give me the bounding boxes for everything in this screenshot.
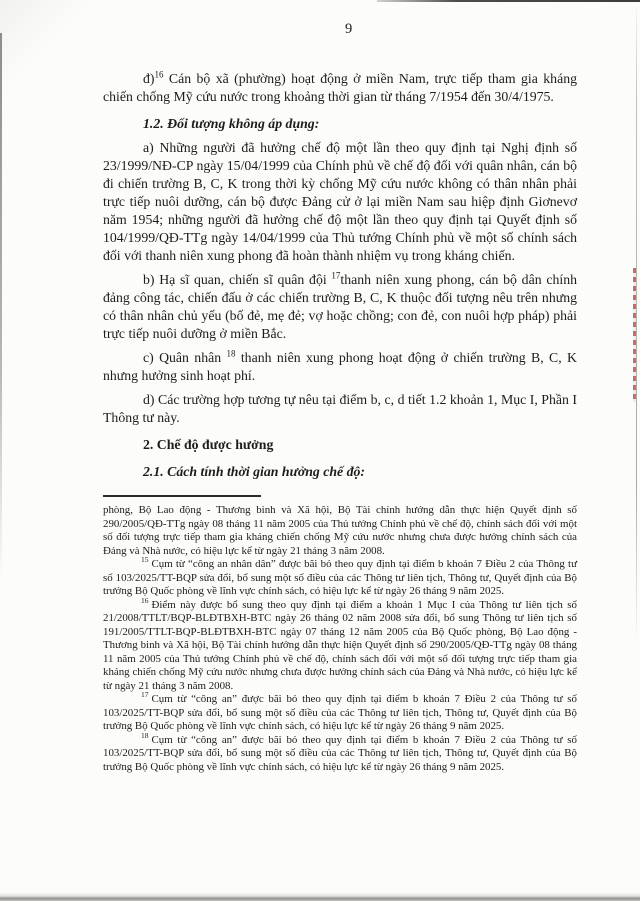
red-margin-mark (633, 268, 636, 402)
footnote-16-number: 16 (141, 595, 149, 605)
footnote-ref-18: 18 (226, 348, 236, 359)
paragraph-dd (103, 70, 577, 106)
paragraph-dd-lead: đ) (143, 71, 155, 86)
paragraph-a: a) Những người đã hưởng chế độ một lần theo quy định tại Nghị định số 23/1999/NĐ-CP ngày 15/04/1999 của Chính phủ về chế độ đối với quân nhân, cán bộ đi chiến trường B, C, K trong thời kỳ chống Mỹ cứu nước không có thân nhân phải trực tiếp nuôi dưỡng, cán bộ được Đảng cử ở lại miền Nam sau hiệp định Giơnevơ năm 1954; những người đã hưởng chế độ một lần theo quy định tại Quyết định số 104/1999/QĐ-TTg ngày 14/04/1999 của Thủ tướng Chính phủ về một số chính sách đối với thanh niên xung phong đã hoàn thành nhiệm vụ trong kháng chiến. (103, 140, 577, 263)
footnote-16-text: Điểm này được bổ sung theo quy định tại điểm a khoản 1 Mục I của Thông tư liên tịch số 21/2008/TTLT/BQP-BLĐTBXH-BTC ngày 26 tháng 02 năm 2008 sửa đổi, bổ sung Thông tư liên tịch số 191/2005/TTLT-BQP-BLĐTBXH-BTC ngày 07 tháng 12 năm 2005 của Bộ Quốc phòng, Bộ Lao động - Thương binh và Xã hội, Bộ Tài chính hướng dẫn thực hiện Quyết định số 290/2005/QĐ-TTg ngày 08 tháng 11 năm 2005 của Thủ tướng Chính phủ về chế độ, chính sách đối với một số đối tượng trực tiếp tham gia kháng chiến chống Mỹ cứu nước nhưng chưa được hưởng chính sách của Đảng và Nhà nước, có hiệu lực kể từ ngày 21 tháng 3 năm 2008. (103, 598, 577, 692)
footnote-17-text: Cụm từ “công an” được bãi bỏ theo quy định tại điểm b khoản 7 Điều 2 của Thông tư số 103/2025/TT-BQP sửa đổi, bổ sung một số điều của các Thông tư liên tịch, Thông tư, Quyết định của Bộ trưởng Bộ Quốc phòng về lĩnh vực chính sách, có hiệu lực kể từ ngày 26 tháng 9 năm 2025. (103, 693, 577, 732)
paragraph-dd-text: Cán bộ xã (phường) hoạt động ở miền Nam, trực tiếp tham gia kháng chiến chống Mỹ cứu nước trong khoảng thời gian từ tháng 7/1954 đến 30/4/1975. (103, 71, 577, 104)
page-edge-left (0, 33, 2, 578)
page-number: 9 (345, 21, 353, 37)
heading-2-1: 2.1. Cách tính thời gian hưởng chế độ: (143, 464, 366, 479)
footnote-ref-17: 17 (331, 270, 341, 281)
footnote-17-number: 17 (141, 690, 149, 700)
footnotes-section (103, 504, 577, 774)
paragraph-c (103, 349, 577, 385)
page-content (103, 70, 577, 774)
footnote-ref-16: 16 (154, 69, 164, 80)
paragraph-c-lead: c) Quân nhân (143, 350, 227, 365)
footnote-15 (103, 555, 577, 599)
page-edge-top (377, 0, 640, 2)
paragraph-c-text: thanh niên xung phong hoạt động ở chiến trường B, C, K nhưng hưởng sinh hoạt phí. (103, 350, 577, 383)
footnote-17 (103, 690, 577, 734)
footnote-15-number: 15 (141, 555, 149, 565)
footnote-continuation: phòng, Bộ Lao động - Thương binh và Xã hội, Bộ Tài chính hướng dẫn thực hiện Quyết định số 290/2005/QĐ-TTg ngày 08 tháng 11 năm 2005 của Thủ tướng Chính phủ về chế độ, chính sách đối với một số đối tượng trực tiếp tham gia kháng chiến chống Mỹ cứu nước nhưng chưa được hưởng chính sách của Đảng và Nhà nước, có hiệu lực kể từ ngày 21 tháng 3 năm 2008. (103, 504, 577, 557)
paragraph-d: d) Các trường hợp tương tự nêu tại điểm b, c, d tiết 1.2 khoản 1, Mục I, Phần I Thông tư này. (103, 392, 577, 425)
footnote-18-text: Cụm từ “công an” được bãi bỏ theo quy định tại điểm b khoản 7 Điều 2 của Thông tư số 103/2025/TT-BQP sửa đổi, bổ sung một số điều của các Thông tư liên tịch, Thông tư, Quyết định của Bộ trưởng Bộ Quốc phòng về lĩnh vực chính sách, có hiệu lực kể từ ngày 26 tháng 9 năm 2025. (103, 733, 577, 773)
page-edge-bottom-shadow (0, 892, 640, 901)
paragraph-b (103, 271, 577, 343)
heading-1-2: 1.2. Đối tượng không áp dụng: (143, 116, 320, 131)
page-edge-right (636, 6, 637, 646)
heading-2: 2. Chế độ được hưởng (143, 437, 274, 452)
footnote-18 (103, 730, 577, 775)
footnote-separator (103, 495, 261, 497)
paragraph-b-lead: b) Hạ sĩ quan, chiến sĩ quân đội (143, 272, 332, 287)
paragraph-b-text: thanh niên xung phong, cán bộ dân chính đảng công tác, chiến đấu ở các chiến trường B, C, K thuộc đối tượng nêu trên nhưng có thân nhân chủ yếu (bố đẻ, mẹ đẻ; vợ hoặc chồng; con đẻ, con nuôi hợp pháp) phải trực tiếp nuôi dưỡng ở miền Bắc. (103, 272, 577, 341)
footnote-16 (103, 595, 577, 694)
footnote-18-number: 18 (141, 730, 149, 740)
footnote-15-text: Cụm từ “công an nhân dân” được bãi bỏ theo quy định tại điểm b khoản 7 Điều 2 của Thông tư số 103/2025/TT-BQP sửa đổi, bổ sung một số điều của các Thông tư liên tịch, Thông tư, Quyết định của Bộ trưởng Bộ Quốc phòng về lĩnh vực chính sách, có hiệu lực kể từ ngày 26 tháng 9 năm 2025. (103, 558, 577, 597)
